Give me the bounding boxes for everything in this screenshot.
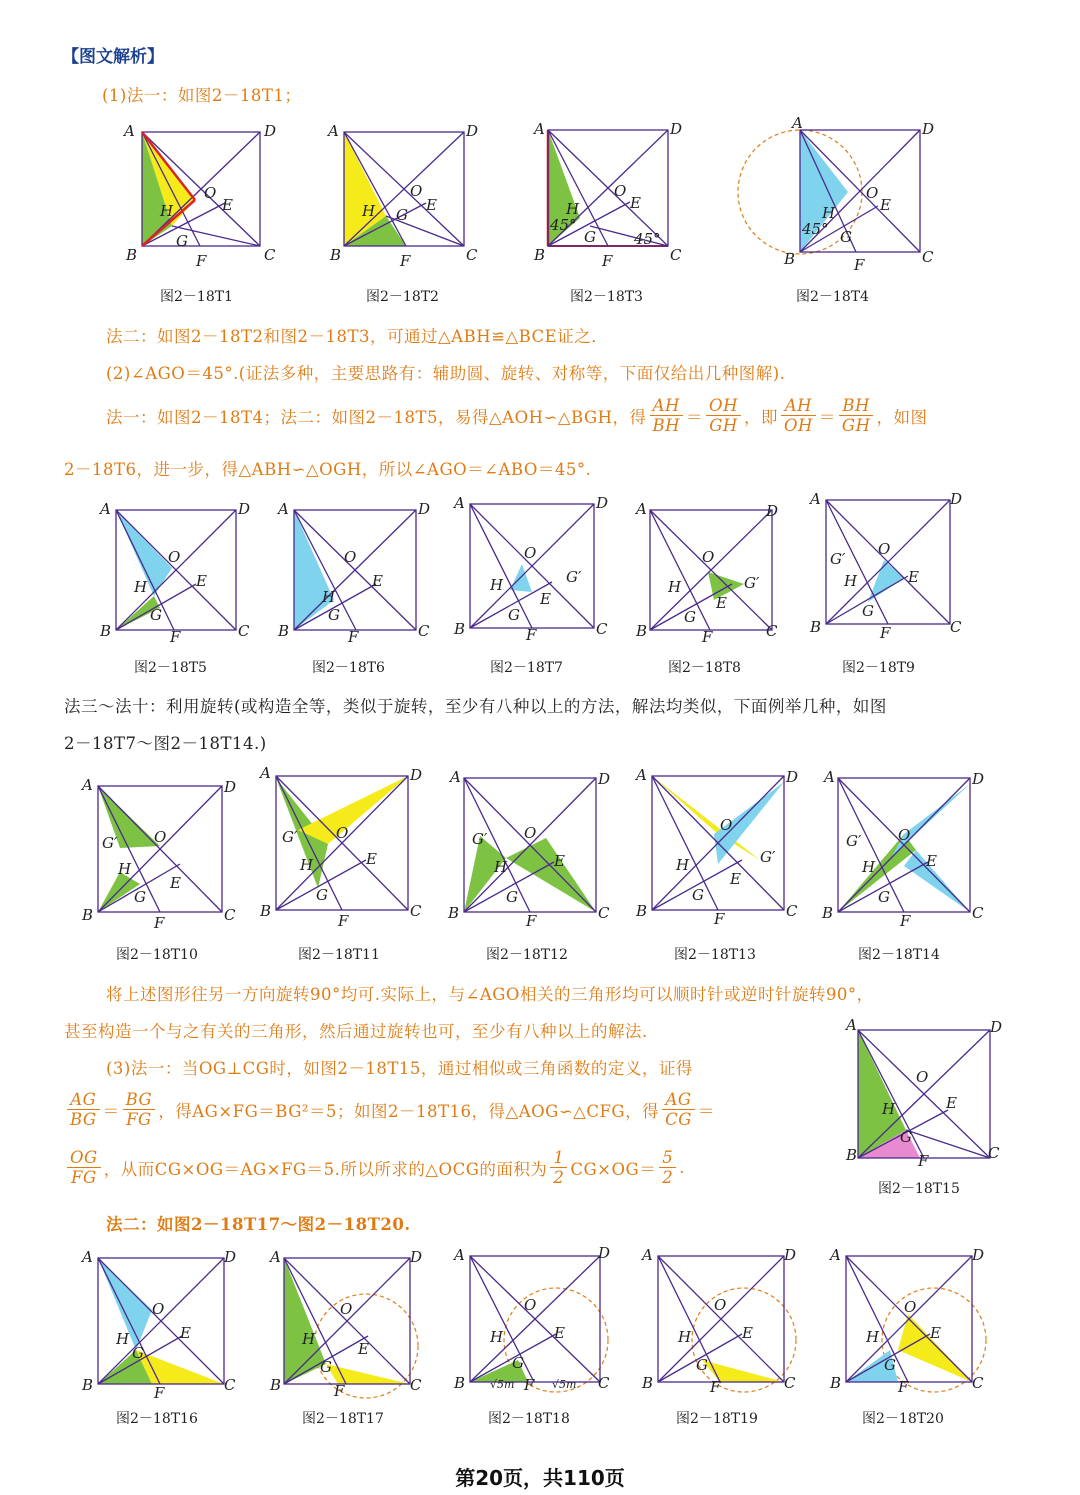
label-C: C — [786, 902, 798, 920]
figure-2-18T11 — [258, 764, 428, 929]
label-E: E — [358, 1340, 369, 1358]
label-O: O — [898, 826, 911, 844]
label-sqrt5m-left: √5m — [490, 1378, 515, 1391]
figure-2-18T17 — [266, 1246, 436, 1400]
label-E: E — [926, 852, 937, 870]
figure-2-18T2 — [326, 118, 486, 268]
label-G: G — [176, 232, 188, 250]
label-C: C — [784, 1374, 796, 1392]
label-O: O — [720, 816, 733, 834]
label-G: G — [506, 888, 518, 906]
label-F: F — [880, 624, 891, 642]
label-A: A — [642, 1246, 653, 1264]
label-F: F — [170, 628, 181, 646]
label-D: D — [224, 778, 237, 796]
label-E: E — [554, 1324, 565, 1342]
figure-2-18T12 — [446, 766, 616, 928]
label-G-prime: G′ — [744, 574, 760, 592]
label-A: A — [846, 1016, 857, 1034]
label-G: G — [512, 1354, 524, 1372]
fraction-ah-oh: $\frac{AH}{OH}$ — [781, 396, 816, 435]
label-O: O — [154, 828, 167, 846]
label-G-prime: G′ — [566, 568, 582, 586]
label-O: O — [168, 548, 181, 566]
label-F: F — [900, 912, 911, 930]
label-C: C — [418, 622, 430, 640]
label-C: C — [972, 904, 984, 922]
label-O: O — [916, 1068, 929, 1086]
caption-t11: 图2－18T11 — [298, 947, 380, 963]
figure-2-18T13 — [634, 764, 804, 926]
label-C: C — [224, 906, 236, 924]
label-B: B — [784, 250, 796, 268]
label-C: C — [988, 1144, 1000, 1162]
label-E: E — [222, 196, 233, 214]
label-H: H — [490, 576, 504, 594]
figure-2-18T10 — [80, 772, 240, 932]
label-C: C — [596, 620, 608, 638]
label-D: D — [224, 1248, 237, 1266]
fraction-ag-bg: $\frac{AG}{BG}$ — [67, 1090, 100, 1129]
caption-t6: 图2－18T6 — [312, 660, 385, 676]
label-G: G — [316, 886, 328, 904]
label-G: G — [692, 886, 704, 904]
label-O: O — [340, 1300, 353, 1318]
label-B: B — [82, 1376, 94, 1394]
rotation-line-1: 法三～法十：利用旋转(或构造全等，类似于旋转，至少有八种以上的方法，解法均类似，下面例举几种，如图 — [64, 697, 887, 716]
page-footer: 第20页，共110页 — [455, 1466, 625, 1490]
label-O: O — [524, 1296, 537, 1314]
figure-2-18T6 — [276, 496, 436, 644]
label-D: D — [598, 1244, 611, 1262]
label-D: D — [670, 120, 683, 138]
label-H: H — [882, 1100, 896, 1118]
label-B: B — [636, 622, 648, 640]
label-D: D — [950, 490, 963, 508]
label-A: A — [270, 1248, 281, 1266]
label-H: H — [676, 856, 690, 874]
label-C: C — [466, 246, 478, 264]
caption-t19: 图2－18T19 — [676, 1411, 758, 1427]
label-B: B — [454, 620, 466, 638]
label-G-prime: G′ — [102, 834, 118, 852]
label-F: F — [898, 1378, 909, 1396]
label-E: E — [426, 196, 437, 214]
caption-t17: 图2－18T17 — [302, 1411, 384, 1427]
label-B: B — [642, 1374, 654, 1392]
fraction-bh-gh: $\frac{BH}{GH}$ — [839, 396, 874, 435]
note-line-2: 甚至构造一个与之有关的三角形，然后通过旋转也可，至少有八种以上的解法. — [64, 1022, 648, 1041]
label-B: B — [330, 246, 342, 264]
label-O: O — [904, 1298, 917, 1316]
label-B: B — [278, 622, 290, 640]
label-A: A — [636, 500, 647, 518]
caption-t3: 图2－18T3 — [570, 289, 643, 305]
label-D: D — [922, 120, 935, 138]
part3-line-3: $\frac{OG}{FG}$ ，从而CG×OG＝AG×FG＝5.所以所求的△OCG的面积为 $\frac{1}{2}$ CG×OG＝ $\frac{5}{2}$ . — [64, 1148, 685, 1187]
label-C: C — [238, 622, 250, 640]
caption-t14: 图2－18T14 — [858, 947, 940, 963]
label-C: C — [264, 246, 276, 264]
label-F: F — [154, 914, 165, 932]
label-B: B — [126, 246, 138, 264]
label-D: D — [410, 766, 423, 784]
label-A: A — [82, 1248, 93, 1266]
label-O: O — [878, 540, 891, 558]
label-H: H — [678, 1328, 692, 1346]
label-B: B — [822, 904, 834, 922]
part2-method-line-a: 法一：如图2－18T4；法二：如图2－18T5，易得△AOH∽△BGH，得 $\frac{AH}{BH}$ ＝ $\frac{OH}{GH}$ ，即 $\frac{AH}{OH}$ ＝ $\frac{BH}{GH}$ ，如图 — [106, 396, 928, 435]
label-D: D — [786, 768, 799, 786]
label-G: G — [508, 606, 520, 624]
label-H: H — [134, 578, 148, 596]
label-O: O — [614, 182, 627, 200]
label-B: B — [846, 1146, 858, 1164]
label-O: O — [204, 184, 217, 202]
label-E: E — [730, 870, 741, 888]
label-A: A — [82, 776, 93, 794]
label-C: C — [410, 902, 422, 920]
label-G: G — [150, 606, 162, 624]
label-E: E — [908, 568, 919, 586]
label-O: O — [344, 548, 357, 566]
figure-2-18T20 — [828, 1240, 998, 1396]
label-C: C — [972, 1374, 984, 1392]
label-O: O — [524, 544, 537, 562]
method-text-a: 法一：如图2－18T4；法二：如图2－18T5，易得△AOH∽△BGH，得 — [106, 407, 647, 427]
label-D: D — [972, 770, 985, 788]
figure-2-18T9 — [808, 488, 968, 642]
label-B: B — [636, 902, 648, 920]
label-E: E — [170, 874, 181, 892]
fraction-oh-gh: $\frac{OH}{GH}$ — [706, 396, 741, 435]
label-G: G — [584, 228, 596, 246]
label-B: B — [534, 246, 546, 264]
label-H: H — [160, 202, 174, 220]
label-H: H — [322, 588, 336, 606]
label-H: H — [300, 856, 314, 874]
label-G: G — [684, 608, 696, 626]
label-E: E — [540, 590, 551, 608]
label-O: O — [410, 182, 423, 200]
fraction-ah-bh: $\frac{AH}{BH}$ — [650, 396, 684, 435]
label-F: F — [918, 1152, 929, 1170]
label-A: A — [534, 120, 545, 138]
label-D: D — [598, 770, 611, 788]
label-G-prime: G′ — [282, 828, 298, 846]
label-A: A — [454, 1246, 465, 1264]
label-F: F — [154, 1384, 165, 1402]
label-G: G — [862, 602, 874, 620]
label-G: G — [878, 888, 890, 906]
label-G: G — [396, 206, 408, 224]
label-sqrt5m-right: √5m — [552, 1378, 577, 1391]
label-H: H — [822, 204, 836, 222]
label-C: C — [410, 1376, 422, 1394]
part3-line-2: $\frac{AG}{BG}$ ＝ $\frac{BG}{FG}$ ，得AG×FG＝BG²＝5；如图2－18T16，得△AOG∽△CFG，得 $\frac{AG}{CG}$ ＝ — [64, 1090, 715, 1129]
label-E: E — [372, 572, 383, 590]
label-A: A — [450, 768, 461, 786]
label-D: D — [784, 1246, 797, 1264]
label-B: B — [100, 622, 112, 640]
figure-2-18T14 — [820, 766, 990, 930]
label-H: H — [866, 1328, 880, 1346]
label-E: E — [366, 850, 377, 868]
part2-method-line-b: 2－18T6，进一步，得△ABH∽△OGH，所以∠AGO＝∠ABO＝45°. — [64, 460, 592, 479]
label-G-prime: G′ — [830, 550, 846, 568]
label-H: H — [862, 858, 876, 876]
label-G-prime: G′ — [846, 832, 862, 850]
label-O: O — [152, 1300, 165, 1318]
part1-method2: 法二：如图2－18T2和图2－18T3，可通过△ABH≌△BCE证之． — [106, 327, 609, 346]
caption-t20: 图2－18T20 — [862, 1411, 944, 1427]
label-H: H — [116, 1330, 130, 1348]
figure-2-18T18 — [452, 1240, 622, 1392]
caption-t18: 图2－18T18 — [488, 1411, 570, 1427]
label-G: G — [900, 1128, 912, 1146]
label-O: O — [714, 1296, 727, 1314]
figure-2-18T7 — [452, 492, 612, 642]
label-C: C — [598, 904, 610, 922]
label-B: B — [448, 904, 460, 922]
fraction-one-half: $\frac{1}{2}$ — [550, 1148, 567, 1187]
label-G: G — [884, 1356, 896, 1374]
label-D: D — [596, 494, 609, 512]
label-E: E — [742, 1324, 753, 1342]
label-G: G — [132, 1344, 144, 1362]
label-H: H — [118, 860, 132, 878]
label-G-prime: G′ — [472, 830, 488, 848]
label-D: D — [766, 502, 779, 520]
caption-t16: 图2－18T16 — [116, 1411, 198, 1427]
label-F: F — [526, 626, 537, 644]
label-F: F — [400, 252, 411, 270]
caption-t15: 图2－18T15 — [878, 1181, 960, 1197]
label-D: D — [466, 122, 479, 140]
caption-t4: 图2－18T4 — [796, 289, 869, 305]
label-F: F — [334, 1382, 345, 1400]
label-G-prime: G′ — [760, 848, 776, 866]
part3-method2: 法二：如图2－18T17～图2－18T20. — [106, 1215, 411, 1234]
label-C: C — [670, 246, 682, 264]
label-O: O — [524, 824, 537, 842]
label-G: G — [320, 1358, 332, 1376]
label-A: A — [278, 500, 289, 518]
caption-t8: 图2－18T8 — [668, 660, 741, 676]
label-D: D — [990, 1018, 1003, 1036]
label-E: E — [630, 194, 641, 212]
label-H: H — [566, 200, 580, 218]
label-F: F — [714, 910, 725, 928]
label-H: H — [490, 1328, 504, 1346]
label-C: C — [922, 248, 934, 266]
figure-2-18T3 — [530, 118, 690, 268]
caption-t13: 图2－18T13 — [674, 947, 756, 963]
label-A: A — [100, 500, 111, 518]
label-D: D — [972, 1246, 985, 1264]
label-45: 45° — [802, 220, 829, 238]
figure-2-18T4 — [738, 114, 938, 274]
label-E: E — [716, 594, 727, 612]
caption-t12: 图2－18T12 — [486, 947, 568, 963]
figure-2-18T16 — [80, 1246, 240, 1402]
label-F: F — [602, 252, 613, 270]
label-O: O — [702, 548, 715, 566]
fraction-ag-cg: $\frac{AG}{CG}$ — [662, 1090, 695, 1129]
label-A: A — [824, 768, 835, 786]
figure-2-18T1 — [120, 118, 280, 268]
label-H: H — [302, 1330, 316, 1348]
label-F: F — [348, 628, 359, 646]
figure-2-18T5 — [96, 496, 256, 644]
label-F: F — [526, 912, 537, 930]
part3-line-1: (3)法一：当OG⊥CG时，如图2－18T15，通过相似或三角函数的定义，证得 — [106, 1059, 693, 1078]
label-B: B — [830, 1374, 842, 1392]
label-B: B — [270, 1376, 282, 1394]
rotation-line-2: 2－18T7～图2－18T14.) — [64, 734, 267, 753]
label-E: E — [946, 1094, 957, 1112]
label-E: E — [930, 1324, 941, 1342]
label-A: A — [636, 766, 647, 784]
label-G: G — [840, 228, 852, 246]
label-O: O — [866, 184, 879, 202]
fraction-five-halves: $\frac{5}{2}$ — [659, 1148, 676, 1187]
label-E: E — [180, 1324, 191, 1342]
label-C: C — [950, 618, 962, 636]
label-C: C — [766, 622, 778, 640]
label-A: A — [830, 1246, 841, 1264]
note-line-1: 将上述图形往另一方向旋转90°均可.实际上，与∠AGO相关的三角形均可以顺时针或逆时针旋转90°， — [106, 985, 874, 1004]
label-B: B — [82, 906, 94, 924]
figure-2-18T15 — [840, 1012, 1030, 1172]
label-A: A — [328, 122, 339, 140]
label-A: A — [810, 490, 821, 508]
label-D: D — [418, 500, 431, 518]
label-F: F — [854, 256, 865, 274]
label-O: O — [336, 824, 349, 842]
caption-t7: 图2－18T7 — [490, 660, 563, 676]
label-E: E — [196, 572, 207, 590]
label-G: G — [134, 888, 146, 906]
label-A: A — [454, 494, 465, 512]
caption-t1: 图2－18T1 — [160, 289, 233, 305]
label-H: H — [362, 202, 376, 220]
label-G: G — [696, 1356, 708, 1374]
caption-t10: 图2－18T10 — [116, 947, 198, 963]
caption-t9: 图2－18T9 — [842, 660, 915, 676]
label-E: E — [554, 852, 565, 870]
label-C: C — [224, 1376, 236, 1394]
label-A: A — [260, 764, 271, 782]
label-F: F — [710, 1378, 721, 1396]
part2-heading: (2)∠AGO＝45°.(证法多种，主要思路有：辅助圆、旋转、对称等，下面仅给出几种图解). — [106, 364, 786, 383]
label-B: B — [810, 618, 822, 636]
section-title: 【图文解析】 — [62, 47, 164, 67]
label-A: A — [792, 114, 803, 132]
fraction-og-fg: $\frac{OG}{FG}$ — [67, 1148, 101, 1187]
label-D: D — [238, 500, 251, 518]
part1-heading: (1)法一：如图2－18T1； — [102, 86, 302, 105]
figure-2-18T19 — [640, 1240, 810, 1396]
caption-t5: 图2－18T5 — [134, 660, 207, 676]
caption-t2: 图2－18T2 — [366, 289, 439, 305]
label-45-left: 45° — [550, 216, 577, 234]
label-F: F — [702, 628, 713, 646]
label-G: G — [328, 606, 340, 624]
label-D: D — [410, 1248, 423, 1266]
label-B: B — [454, 1374, 466, 1392]
figure-2-18T8 — [632, 496, 792, 644]
fraction-bg-fg: $\frac{BG}{FG}$ — [123, 1090, 156, 1129]
label-E: E — [880, 196, 891, 214]
label-C: C — [598, 1374, 610, 1392]
label-A: A — [124, 122, 135, 140]
label-H: H — [494, 858, 508, 876]
label-45-right: 45° — [634, 230, 661, 248]
label-F: F — [196, 252, 207, 270]
label-D: D — [264, 122, 277, 140]
label-B: B — [260, 902, 272, 920]
label-F: F — [524, 1376, 535, 1394]
label-F: F — [338, 912, 349, 930]
label-H: H — [668, 578, 682, 596]
label-H: H — [844, 572, 858, 590]
